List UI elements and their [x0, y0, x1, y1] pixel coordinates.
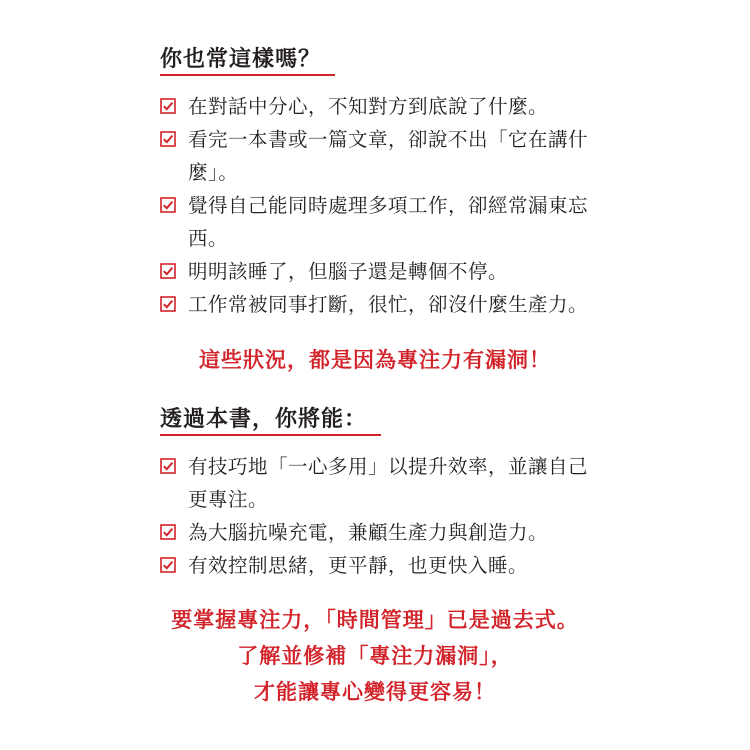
list-item: [160, 189, 600, 255]
checked-box-icon: [160, 98, 176, 114]
section-heading-2: [160, 404, 381, 436]
closing-line: 了解並修補「專注力漏洞」，: [237, 643, 513, 668]
list-item-text: 為大腦抗噪充電，兼顧生產力與創造力。: [188, 521, 549, 544]
closing-text: [0, 602, 750, 710]
question-list: [160, 90, 600, 321]
list-item: [160, 549, 600, 582]
list-item: [160, 123, 600, 189]
list-item-text: 明明該睡了，但腦子還是轉個不停。: [188, 260, 509, 283]
checked-box-icon: [160, 557, 176, 573]
list-item-text: 有技巧地「一心多用」以提升效率，並讓自己更專注。: [188, 455, 589, 511]
list-item: [160, 450, 600, 516]
list-item: [160, 90, 600, 123]
closing-line: 才能讓專心變得更容易！: [254, 679, 496, 704]
list-item-text: 看完一本書或一篇文章，卻說不出「它在講什麼」。: [188, 128, 589, 184]
list-item-text: 工作常被同事打斷，很忙，卻沒什麼生產力。: [188, 293, 589, 316]
checked-box-icon: [160, 197, 176, 213]
closing-line: 要掌握專注力，「時間管理」已是過去式。: [171, 607, 579, 632]
list-item-text: 有效控制思緒，更平靜，也更快入睡。: [188, 554, 529, 577]
section-heading-1: [160, 44, 335, 76]
callout-line: 這些狀況，都是因為專注力有漏洞！: [199, 347, 551, 372]
list-item-text: 覺得自己能同時處理多項工作，卻經常漏東忘西。: [188, 194, 589, 250]
list-item: [160, 516, 600, 549]
checked-box-icon: [160, 131, 176, 147]
checked-box-icon: [160, 524, 176, 540]
checked-box-icon: [160, 458, 176, 474]
benefit-list: [160, 450, 600, 582]
section-heading-1-text: 你也常這樣嗎？: [160, 46, 322, 72]
list-item-text: 在對話中分心，不知對方到底說了什麼。: [188, 95, 549, 118]
list-item: [160, 255, 600, 288]
section-heading-2-text: 透過本書，你將能：: [160, 406, 368, 432]
callout-text: [0, 342, 750, 378]
checked-box-icon: [160, 296, 176, 312]
checked-box-icon: [160, 263, 176, 279]
list-item: [160, 288, 600, 321]
